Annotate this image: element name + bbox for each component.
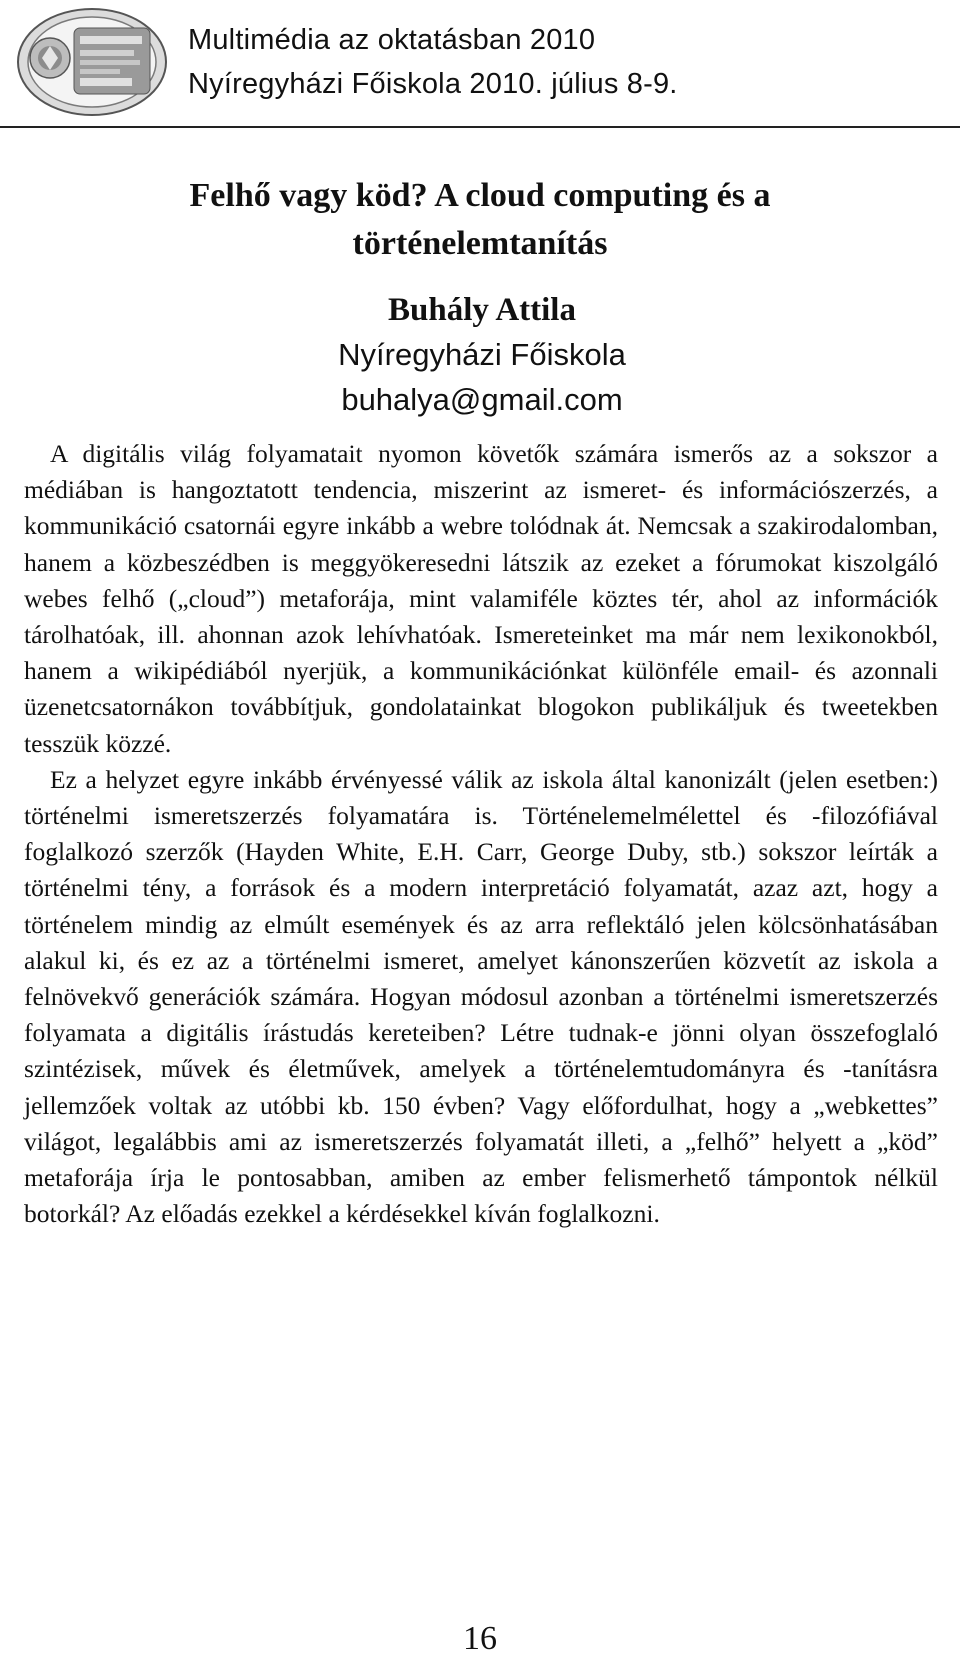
abstract-paragraph-2: Ez a helyzet egyre inkább érvényessé válik az iskola által kanonizált (jelen esetben:) történelmi ismeretszerzés folyamatára is. Történelemelmélettel és -filozófiával foglalkozó szerzők (Hayden White, E.H. Carr, George Duby, stb.) sokszor leírták a történelmi tény, a források és a modern interpretáció folyamatát, azaz azt, hogy a történelem mindig az elmúlt események és az arra reflektáló jelen kölcsönhatásában alakul ki, és ez az a történelmi ismeret, amelyet kánonszerűen közvetít az iskola a felnövekvő generációk számára. Hogyan módosul azonban a történelmi ismeretszerzés folyamata a digitális írástudás kereteiben? Létre tudnak-e jönni olyan összefoglaló szintézisek, művek és életművek, amelyek a történelemtudományra és -tanításra jellemzőek voltak az utóbbi kb. 150 évben? Vagy előfordulhat, hogy a „webkettes” világot, legalábbis ami az ismeretszerzés folyamatát illeti, a „felhő” helyett a „köd” metaforája írja le pontosabban, amiben az ember felismerhető támpontok nélkül botorkál? Az előadás ezekkel a kérdésekkel kíván foglalkozni. (24, 764, 938, 1229)
page-number: 16 (463, 1620, 497, 1657)
author-email: buhalya@gmail.com (341, 382, 623, 417)
abstract-paragraph-1: A digitális világ folyamatait nyomon követők számára ismerős az a sokszor a médiában is hangoztatott tendencia, miszerint az ismeret- és információszerzés, a kommunikáció csatornái egyre inkább a webre tolódnak át. Nemcsak a szakirodalomban, hanem a közbeszédben is meggyökeresedni látszik az ezeket a fórumokat kiszolgáló webes felhő („cloud”) metaforája, mint valamiféle köztes tér, ahol az információk tárolhatóak, ill. ahonnan azok lehívhatóak. Ismereteinket ma már nem lexikonokból, hanem a wikipédiából nyerjük, a kommunikációnkat különféle email- és azonnali üzenetcsatornákon továbbítjuk, gondolatainkat blogokon publikáljuk és tweetekben tesszük közzé. (24, 439, 938, 758)
article-title: Felhő vagy köd? A cloud computing és a történelemtanítás (189, 177, 771, 262)
conference-title: Multimédia az oktatásban 2010 (188, 24, 596, 56)
conference-logo (14, 6, 170, 118)
abstract-body (24, 436, 938, 1232)
author-block (312, 288, 652, 422)
author-institution: Nyíregyházi Főiskola (338, 337, 626, 372)
conference-venue-date: Nyíregyházi Főiskola 2010. július 8-9. (188, 68, 678, 100)
conference-logo-icon (14, 6, 170, 118)
page-header (0, 0, 960, 128)
author-name: Buhály Attila (388, 292, 576, 328)
